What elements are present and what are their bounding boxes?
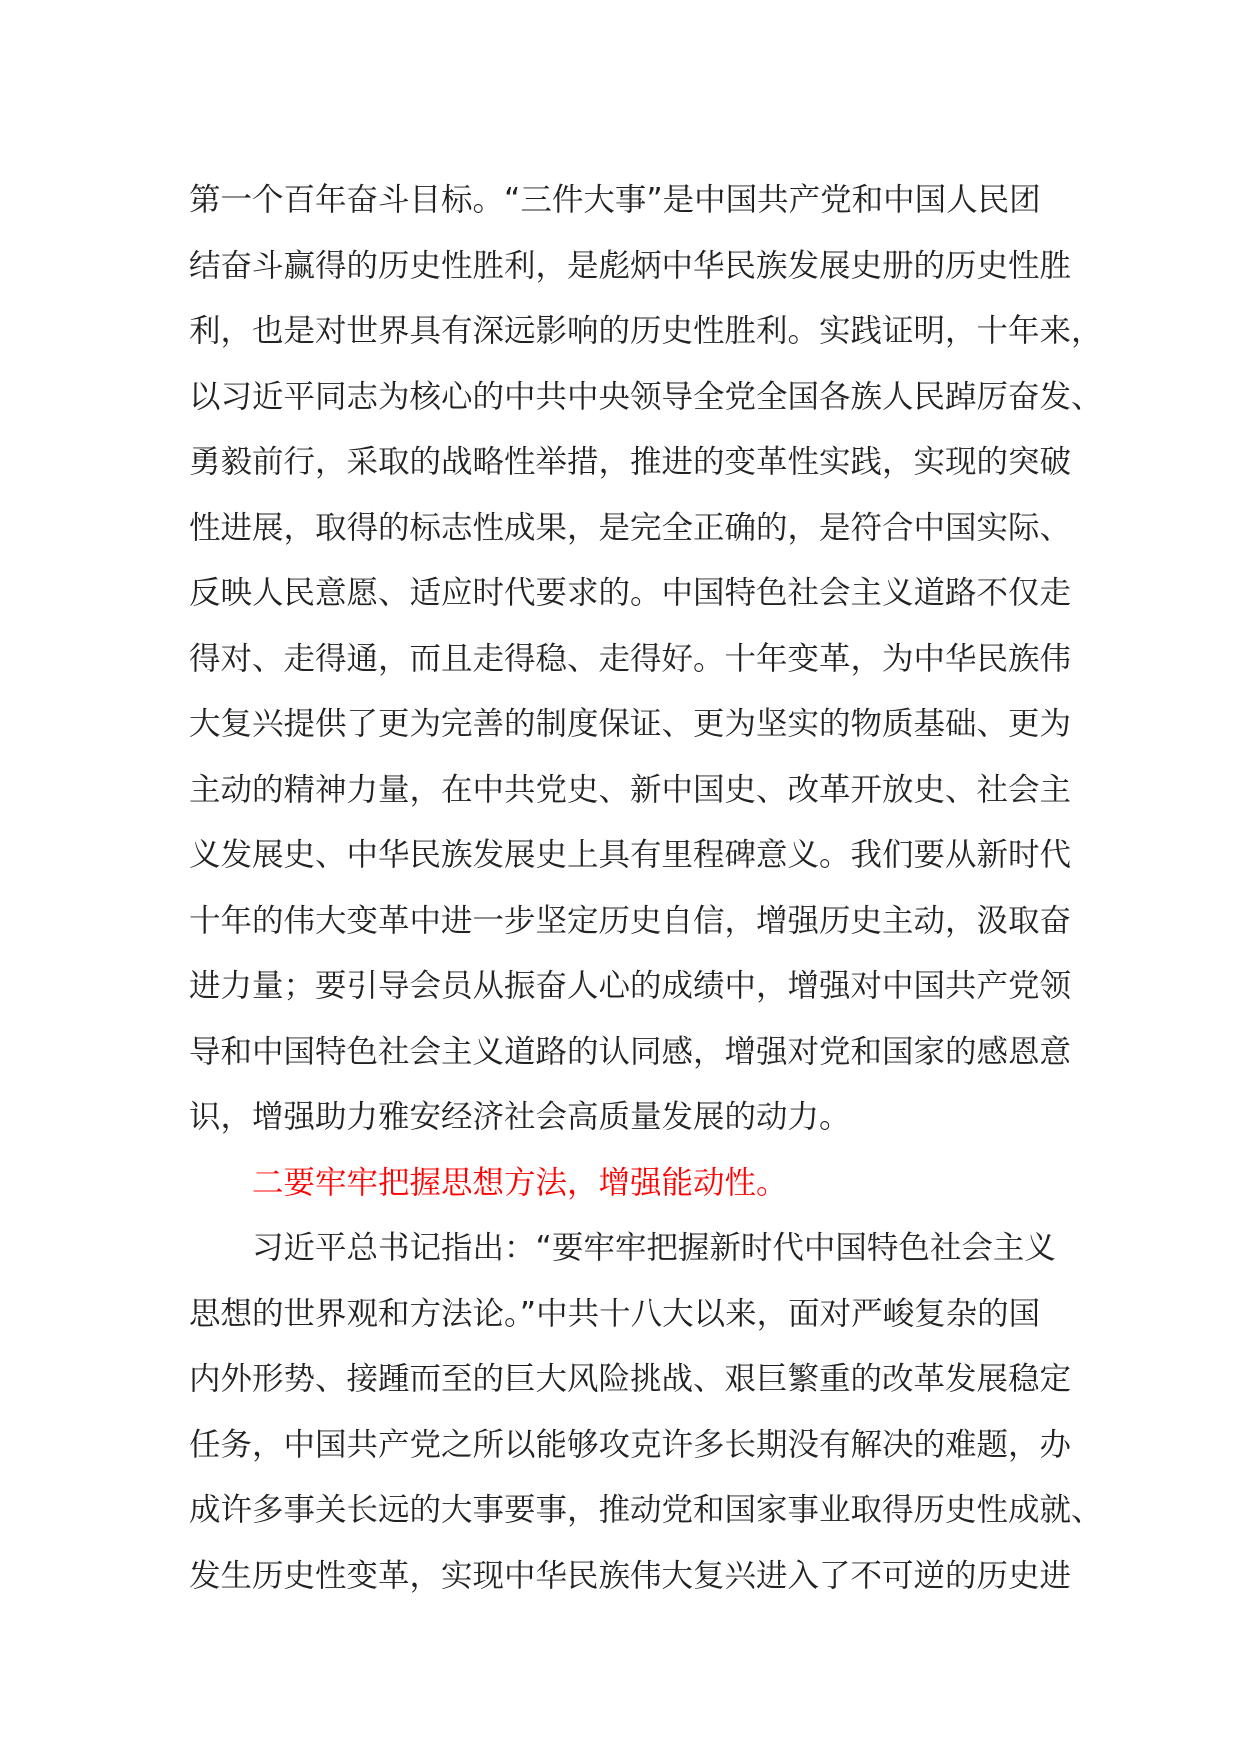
body-line: 第一个百年奋斗目标。“三件大事”是中国共产党和中国人民团 xyxy=(189,182,1041,218)
body-line: 义发展史、中华民族发展史上具有里程碑意义。我们要从新时代 xyxy=(189,837,1072,873)
body-line: 利，也是对世界具有深远影响的历史性胜利。实践证明，十年来， xyxy=(189,313,1103,349)
body-line: 主动的精神力量，在中共党史、新中国史、改革开放史、社会主 xyxy=(189,771,1072,808)
body-line: 识，增强助力雅安经济社会高质量发展的动力。 xyxy=(189,1099,851,1135)
body-line: 进力量；要引导会员从振奋人心的成绩中，增强对中国共产党领 xyxy=(189,968,1072,1004)
paragraph-first-line: 习近平总书记指出：“要牢牢把握新时代中国特色社会主义 xyxy=(252,1230,1056,1266)
body-line: 任务，中国共产党之所以能够攻克许多长期没有解决的难题，办 xyxy=(189,1426,1072,1463)
document-body xyxy=(189,168,1103,1609)
body-line: 发生历史性变革，实现中华民族伟大复兴进入了不可逆的历史进 xyxy=(189,1557,1072,1594)
body-line: 内外形势、接踵而至的巨大风险挑战、艰巨繁重的改革发展稳定 xyxy=(189,1361,1072,1397)
body-line: 以习近平同志为核心的中共中央领导全党全国各族人民踔厉奋发、 xyxy=(189,378,1103,415)
body-line: 得对、走得通，而且走得稳、走得好。十年变革，为中华民族伟 xyxy=(189,640,1072,677)
body-line: 结奋斗赢得的历史性胜利，是彪炳中华民族发展史册的历史性胜 xyxy=(189,247,1072,284)
section-heading: 二要牢牢把握思想方法，增强能动性。 xyxy=(252,1164,788,1201)
body-line: 思想的世界观和方法论。”中共十八大以来，面对严峻复杂的国 xyxy=(189,1295,1041,1332)
body-line: 勇毅前行，采取的战略性举措，推进的变革性实践，实现的突破 xyxy=(189,444,1072,480)
body-line: 性进展，取得的标志性成果，是完全正确的，是符合中国实际、 xyxy=(189,509,1072,546)
body-line: 大复兴提供了更为完善的制度保证、更为坚实的物质基础、更为 xyxy=(189,706,1072,742)
body-line: 反映人民意愿、适应时代要求的。中国特色社会主义道路不仅走 xyxy=(189,575,1072,611)
body-line: 十年的伟大变革中进一步坚定历史自信，增强历史主动，汲取奋 xyxy=(189,902,1072,939)
body-line: 成许多事关长远的大事要事，推动党和国家事业取得历史性成就、 xyxy=(189,1492,1103,1528)
body-line: 导和中国特色社会主义道路的认同感，增强对党和国家的感恩意 xyxy=(189,1033,1072,1070)
